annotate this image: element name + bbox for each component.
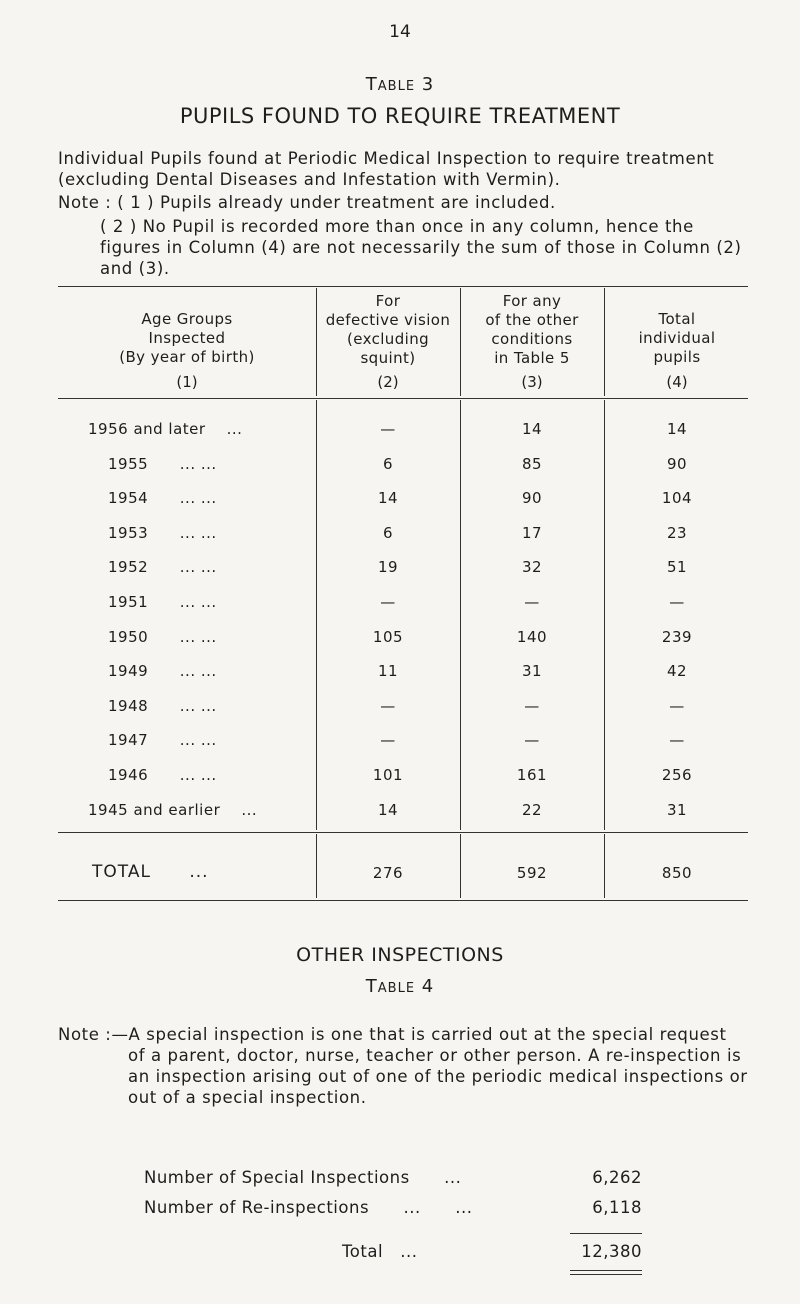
table-cell-c2: — <box>380 731 396 749</box>
total-inspections-label: Total ... <box>342 1242 418 1261</box>
total-col-3: 592 <box>516 864 548 882</box>
table-cell-c4: 256 <box>661 766 693 784</box>
col-3-header-line: in Table 5 <box>494 349 570 367</box>
table-cell-c3: — <box>524 731 540 749</box>
other-inspections-heading: OTHER INSPECTIONS <box>296 944 504 966</box>
table-3-label: Table 3 <box>365 74 435 95</box>
table-cell-c3: 31 <box>521 662 543 680</box>
table-cell-c2: — <box>380 593 396 611</box>
body-divider-3 <box>604 400 605 830</box>
table-bottom-rule <box>58 900 748 901</box>
table-cell-c3: — <box>524 697 540 715</box>
col-4-header-line: Total <box>658 310 696 328</box>
col-2-header-line: squint) <box>360 349 416 367</box>
table-cell-c4: 104 <box>661 489 693 507</box>
page-number: 14 <box>389 22 411 42</box>
table-top-rule <box>58 286 748 287</box>
total-rule-2 <box>570 1274 642 1275</box>
col-2-header-line: For <box>375 292 401 310</box>
col-3-header-line: conditions <box>491 330 573 348</box>
table-cell-c3: 140 <box>516 628 548 646</box>
table-cell-c2: 101 <box>372 766 404 784</box>
table-cell-c2: 6 <box>382 455 394 473</box>
row-label: 1951 ... ... <box>108 593 217 611</box>
table-3-heading: PUPILS FOUND TO REQUIRE TREATMENT <box>179 104 621 128</box>
table-3-note-2: ( 2 ) No Pupil is recorded more than once in any column, hence the figures in Column (4) are not necessarily the sum of those in Column (2) and (3). <box>100 217 742 278</box>
table-cell-c2: 6 <box>382 524 394 542</box>
table-cell-c2: 14 <box>377 801 399 819</box>
row-label: 1949 ... ... <box>108 662 217 680</box>
row-label: 1945 and earlier ... <box>88 801 258 819</box>
table-cell-c3: — <box>524 593 540 611</box>
inspection-count-label: Number of Re-inspections ... ... <box>144 1198 473 1217</box>
row-label: 1955 ... ... <box>108 455 217 473</box>
row-label: 1954 ... ... <box>108 489 217 507</box>
col-2-header-line: (excluding <box>346 330 430 348</box>
col-2-header-line: defective vision <box>325 311 451 329</box>
col-1-header-line: (By year of birth) <box>119 348 255 366</box>
col-2-number: (2) <box>377 373 399 391</box>
row-label: 1952 ... ... <box>108 558 217 576</box>
row-label: 1947 ... ... <box>108 731 217 749</box>
header-divider-1 <box>316 288 317 396</box>
table-cell-c3: 22 <box>521 801 543 819</box>
total-label: TOTAL ... <box>92 862 209 882</box>
table-header-rule <box>58 398 748 399</box>
col-1-header-line: Age Groups <box>141 310 233 328</box>
table-cell-c2: — <box>380 420 396 438</box>
table-cell-c4: 51 <box>666 558 688 576</box>
row-label: 1948 ... ... <box>108 697 217 715</box>
table-cell-c2: 11 <box>377 662 399 680</box>
table-4-note: Note :—A special inspection is one that is carried out at the special request of a parent, doctor, nurse, teacher or other person. A re-inspection is an inspection arising out of one of the periodic medical inspections or out of a special inspection. <box>58 1025 748 1107</box>
total-divider-2 <box>460 834 461 898</box>
col-1-header-line: Inspected <box>148 329 226 347</box>
col-1-number: (1) <box>176 373 198 391</box>
inspection-count-label: Number of Special Inspections ... <box>144 1168 462 1187</box>
table-cell-c2: 19 <box>377 558 399 576</box>
total-col-4: 850 <box>661 864 693 882</box>
table-cell-c2: — <box>380 697 396 715</box>
col-4-number: (4) <box>666 373 688 391</box>
table-cell-c2: 14 <box>377 489 399 507</box>
total-divider-3 <box>604 834 605 898</box>
row-label: 1953 ... ... <box>108 524 217 542</box>
table-cell-c4: — <box>669 593 685 611</box>
row-label: 1956 and later ... <box>88 420 243 438</box>
table-cell-c4: 23 <box>666 524 688 542</box>
header-divider-3 <box>604 288 605 396</box>
row-label: 1950 ... ... <box>108 628 217 646</box>
table-cell-c3: 161 <box>516 766 548 784</box>
body-divider-2 <box>460 400 461 830</box>
table-cell-c4: 31 <box>666 801 688 819</box>
total-rule-1 <box>570 1270 642 1271</box>
inspection-count-value: 6,262 <box>592 1168 642 1187</box>
table-cell-c4: — <box>669 697 685 715</box>
col-3-number: (3) <box>521 373 543 391</box>
table-cell-c3: 17 <box>521 524 543 542</box>
col-4-header-line: pupils <box>653 348 701 366</box>
table-3-intro: Individual Pupils found at Periodic Medical Inspection to require treatment (excluding Dental Diseases and Infestation with Vermin). <box>58 149 715 189</box>
col-4-header-line: individual <box>638 329 716 347</box>
table-cell-c2: 105 <box>372 628 404 646</box>
table-total-rule <box>58 832 748 833</box>
table-cell-c4: 42 <box>666 662 688 680</box>
table-cell-c4: 239 <box>661 628 693 646</box>
table-cell-c3: 14 <box>521 420 543 438</box>
body-divider-1 <box>316 400 317 830</box>
table-3-note-1: Note : ( 1 ) Pupils already under treatment are included. <box>58 193 556 212</box>
header-divider-2 <box>460 288 461 396</box>
table-cell-c3: 32 <box>521 558 543 576</box>
table-cell-c3: 85 <box>521 455 543 473</box>
table-cell-c4: 14 <box>666 420 688 438</box>
total-divider-1 <box>316 834 317 898</box>
col-3-header-line: of the other <box>485 311 579 329</box>
table-cell-c3: 90 <box>521 489 543 507</box>
total-inspections-value: 12,380 <box>581 1242 642 1261</box>
table-cell-c4: 90 <box>666 455 688 473</box>
inspection-count-value: 6,118 <box>592 1198 642 1217</box>
sum-rule <box>570 1233 642 1234</box>
row-label: 1946 ... ... <box>108 766 217 784</box>
total-col-2: 276 <box>372 864 404 882</box>
table-cell-c4: — <box>669 731 685 749</box>
table-4-label: Table 4 <box>365 976 435 997</box>
col-3-header-line: For any <box>502 292 562 310</box>
